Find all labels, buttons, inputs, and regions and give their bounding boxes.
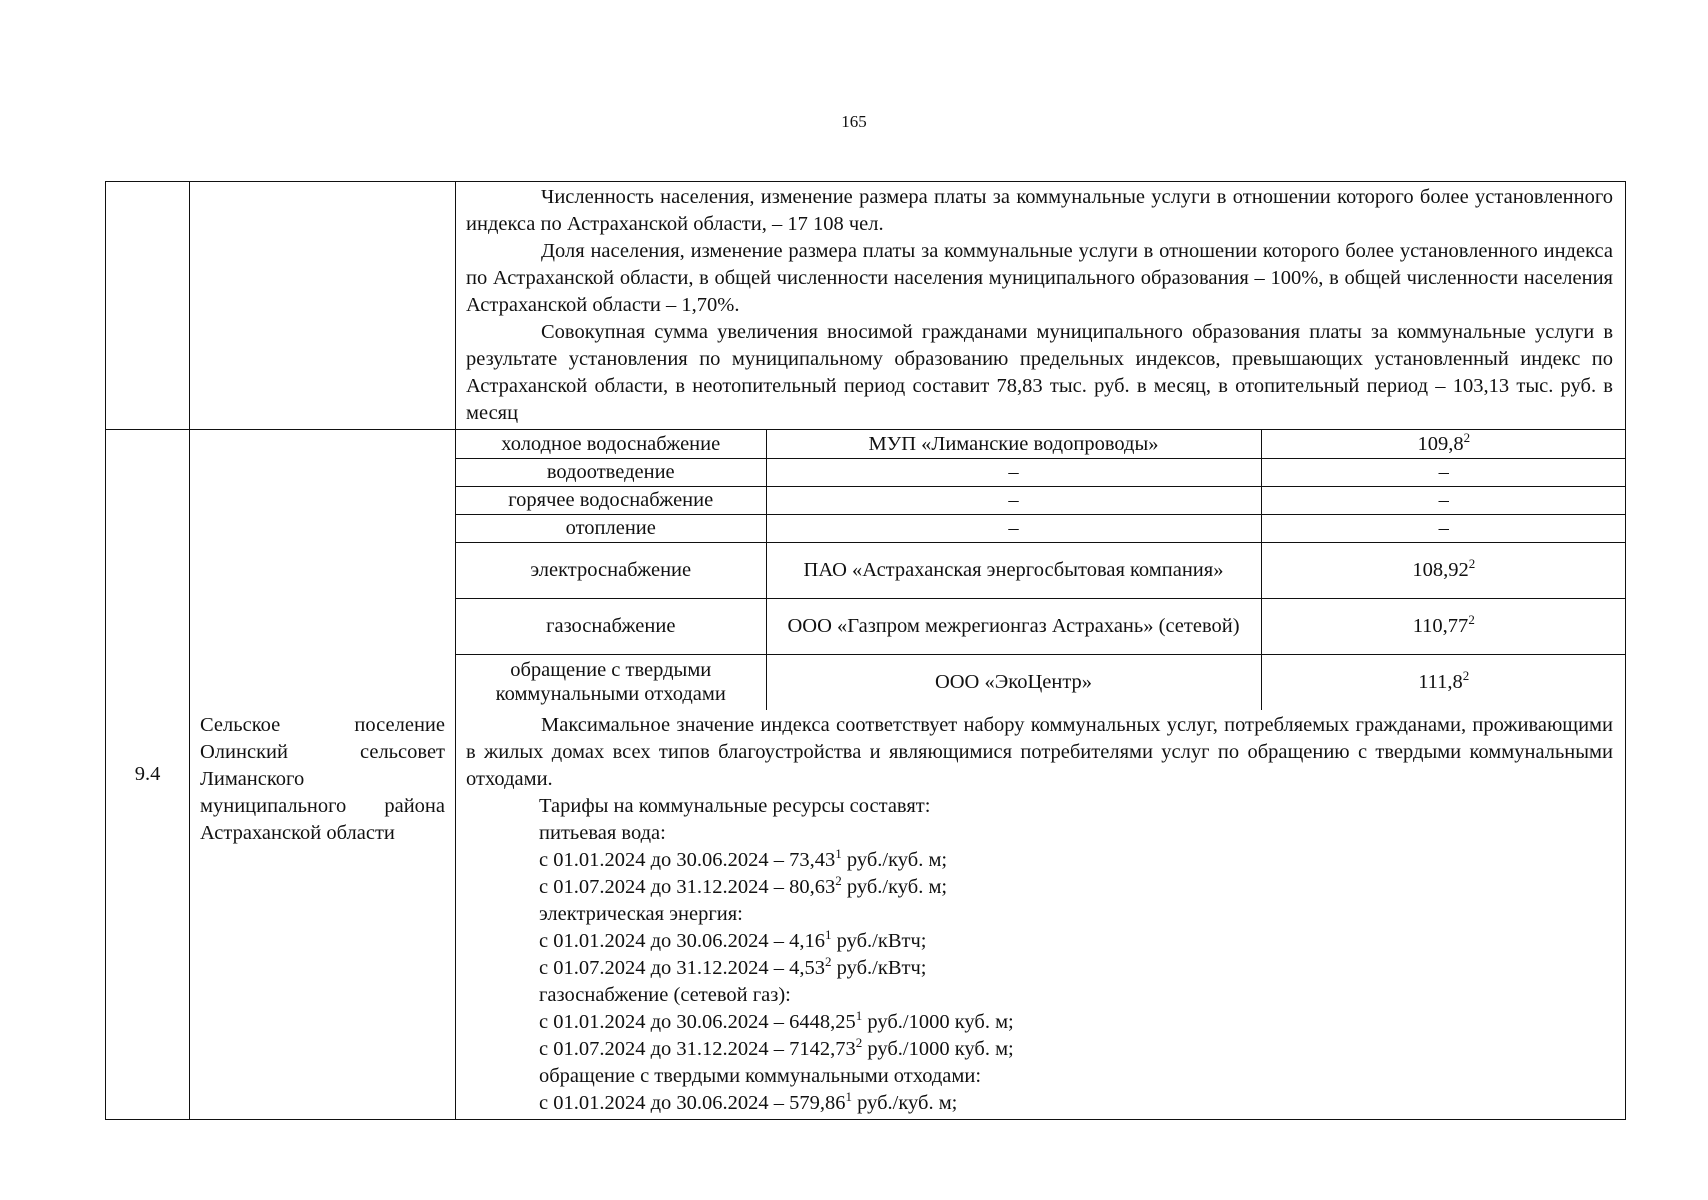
row-number: 9.4 bbox=[134, 763, 161, 785]
municipality-name-cell bbox=[190, 430, 456, 1120]
footnote-marker: 1 bbox=[855, 1008, 863, 1024]
row-number-cell bbox=[106, 430, 190, 1120]
service-row bbox=[456, 542, 1626, 598]
tariff-unit: руб./куб. м; bbox=[852, 1092, 958, 1114]
details-cell bbox=[456, 430, 1626, 1120]
page-number: 165 bbox=[841, 112, 867, 131]
service-index bbox=[1261, 486, 1626, 514]
tariff-unit: руб./кВтч; bbox=[831, 957, 927, 979]
tariff-line bbox=[466, 847, 1613, 874]
document-table bbox=[105, 181, 1626, 1120]
service-index bbox=[1261, 514, 1626, 542]
service-provider: – bbox=[766, 486, 1261, 514]
max-index-paragraph: Максимальное значение индекса соответствует набору коммунальных услуг, потребляемых гражданами, проживающими в жилых домах всех типов благоустройства и являющимися потребителями услуг по обращению с твердыми коммунальными отходами. bbox=[466, 714, 1613, 790]
tariff-line bbox=[466, 1090, 1613, 1117]
number-cell-empty bbox=[106, 182, 190, 430]
tariff-text: с 01.01.2024 до 30.06.2024 – 579,86 bbox=[539, 1092, 846, 1114]
table-row-9-4 bbox=[106, 430, 1626, 1120]
tariff-unit: руб./1000 куб. м; bbox=[862, 1011, 1014, 1033]
tariff-text: с 01.07.2024 до 31.12.2024 – 80,63 bbox=[539, 876, 836, 898]
service-row bbox=[456, 514, 1626, 542]
max-index-block bbox=[456, 710, 1625, 1119]
service-name: электроснабжение bbox=[456, 542, 766, 598]
tariff-text: с 01.01.2024 до 30.06.2024 – 4,16 bbox=[539, 930, 826, 952]
service-provider: ООО «ЭкоЦентр» bbox=[766, 654, 1261, 710]
tariffs-heading: Тарифы на коммунальные ресурсы составят: bbox=[539, 795, 931, 817]
service-provider: ПАО «Астраханская энергосбытовая компания» bbox=[766, 542, 1261, 598]
index-value: 111,8 bbox=[1418, 671, 1463, 694]
service-row bbox=[456, 598, 1626, 654]
service-name: горячее водоснабжение bbox=[456, 486, 766, 514]
service-provider: – bbox=[766, 514, 1261, 542]
tariff-line bbox=[466, 874, 1613, 901]
index-value: – bbox=[1438, 489, 1449, 511]
service-provider: – bbox=[766, 458, 1261, 486]
tariff-unit: руб./куб. м; bbox=[841, 849, 948, 871]
service-row bbox=[456, 486, 1626, 514]
footnote-marker: 1 bbox=[835, 846, 842, 862]
index-value: – bbox=[1438, 461, 1449, 483]
table-row-continuation bbox=[106, 182, 1626, 430]
tariff-text: газоснабжение (сетевой газ): bbox=[539, 984, 791, 1006]
index-value: 108,92 bbox=[1412, 559, 1469, 581]
tariff-line bbox=[466, 928, 1613, 955]
tariff-text: с 01.07.2024 до 31.12.2024 – 4,53 bbox=[539, 957, 826, 979]
footnote-marker: 2 bbox=[1462, 668, 1470, 684]
service-index bbox=[1261, 542, 1626, 598]
tariff-line bbox=[466, 1036, 1613, 1063]
service-name: холодное водоснабжение bbox=[456, 430, 766, 458]
municipality-name: Сельское поселение Олинский сельсовет Лиманского муниципального района Астраханской области bbox=[200, 714, 445, 844]
tariff-text: электрическая энергия: bbox=[539, 903, 743, 925]
footnote-marker: 2 bbox=[1468, 612, 1475, 628]
service-row bbox=[456, 430, 1626, 458]
tariff-line bbox=[466, 1063, 1613, 1090]
tariff-line bbox=[466, 955, 1613, 982]
service-index bbox=[1261, 598, 1626, 654]
index-value: – bbox=[1438, 517, 1449, 539]
name-cell-empty bbox=[190, 182, 456, 430]
tariff-text: с 01.01.2024 до 30.06.2024 – 73,43 bbox=[539, 849, 836, 871]
tariff-line bbox=[466, 901, 1613, 928]
service-row bbox=[456, 458, 1626, 486]
service-provider: МУП «Лиманские водопроводы» bbox=[766, 430, 1261, 458]
tariff-unit: руб./1000 куб. м; bbox=[862, 1038, 1014, 1060]
service-provider: ООО «Газпром межрегионгаз Астрахань» (сетевой) bbox=[766, 598, 1261, 654]
tariff-line bbox=[466, 1009, 1613, 1036]
service-name: газоснабжение bbox=[456, 598, 766, 654]
payment-increase-paragraph: Совокупная сумма увеличения вносимой гражданами муниципального образования платы за коммунальные услуги в результате установления по муниципальному образованию предельных индексов, превышающих установленный индекс по Астраханской области, в неотопительный период составит 78,83 тыс. руб. в месяц, в отопительный период – 103,13 тыс. руб. в месяц bbox=[466, 321, 1613, 424]
service-name: отопление bbox=[456, 514, 766, 542]
population-count-paragraph: Численность населения, изменение размера платы за коммунальные услуги в отношении которого более установленного индекса по Астраханской области, – 17 108 чел. bbox=[466, 186, 1613, 235]
service-name: водоотведение bbox=[456, 458, 766, 486]
tariff-text: с 01.07.2024 до 31.12.2024 – 7142,73 bbox=[539, 1038, 856, 1060]
tariff-line bbox=[466, 820, 1613, 847]
population-share-paragraph: Доля населения, изменение размера платы за коммунальные услуги в отношении которого более установленного индекса по Астраханской области, в общей численности населения муниципального образования – 100%, в общей численности населения Астраханской области – 1,70%. bbox=[466, 240, 1613, 316]
footnote-marker: 2 bbox=[855, 1035, 863, 1051]
service-row bbox=[456, 654, 1626, 710]
tariff-list bbox=[466, 793, 1613, 1117]
service-index bbox=[1261, 654, 1626, 710]
index-value: 110,77 bbox=[1412, 615, 1469, 637]
service-name: обращение с твердыми коммунальными отходами bbox=[456, 654, 766, 710]
footnote-marker: 2 bbox=[1468, 556, 1476, 572]
footnote-marker: 1 bbox=[825, 927, 832, 943]
services-table bbox=[456, 430, 1626, 710]
tariff-line bbox=[466, 982, 1613, 1009]
tariff-text: питьевая вода: bbox=[539, 822, 666, 844]
tariff-text: с 01.01.2024 до 30.06.2024 – 6448,25 bbox=[539, 1011, 856, 1033]
tariff-unit: руб./кВтч; bbox=[831, 930, 927, 952]
tariff-unit: руб./куб. м; bbox=[841, 876, 948, 898]
service-index bbox=[1261, 458, 1626, 486]
footnote-marker: 2 bbox=[825, 954, 832, 970]
footnote-marker: 2 bbox=[835, 873, 842, 889]
footnote-marker: 1 bbox=[845, 1089, 853, 1105]
footnote-marker: 2 bbox=[1463, 429, 1471, 445]
index-value: 109,8 bbox=[1417, 432, 1464, 455]
tariff-text: обращение с твердыми коммунальными отходами: bbox=[539, 1065, 982, 1087]
continuation-text-cell bbox=[456, 182, 1626, 430]
service-index bbox=[1261, 430, 1626, 458]
